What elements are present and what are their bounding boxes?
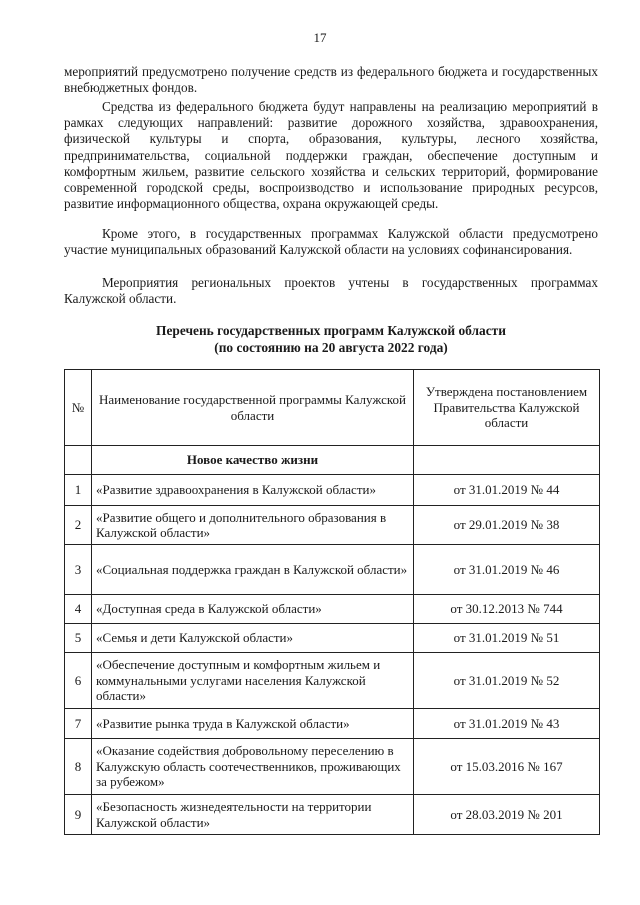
paragraph-2: Средства из федерального бюджета будут направлены на реализацию мероприятий в рамках следующих направлений: развитие дорожного хозяйства, здравоохранения, физической культуры и спорта, образования, культуры, лесного хозяйства, предпринимательства, социальной поддержки граждан, обеспечение доступным и комфортным жильем, развитие сельского хозяйства и сельских территорий, формирование современной городской среды, воспроизводство и использование природных ресурсов, развитие информационного общества, охрана окружающей среды. — [64, 99, 598, 212]
row-num: 4 — [65, 595, 92, 624]
row-program: «Семья и дети Калужской области» — [92, 624, 414, 653]
paragraph-4: Мероприятия региональных проектов учтены в государственных программах Калужской области. — [64, 275, 598, 307]
row-decree: от 29.01.2019 № 38 — [414, 506, 600, 545]
table-row — [65, 709, 600, 739]
table-row — [65, 739, 600, 795]
table-row — [65, 795, 600, 835]
row-num: 8 — [65, 739, 92, 795]
table-row — [65, 545, 600, 595]
table-row — [65, 624, 600, 653]
row-num: 2 — [65, 506, 92, 545]
row-program: «Безопасность жизнедеятельности на территории Калужской области» — [92, 795, 414, 835]
group-title: Новое качество жизни — [92, 446, 414, 475]
row-decree: от 15.03.2016 № 167 — [414, 739, 600, 795]
paragraph-1: мероприятий предусмотрено получение средств из федерального бюджета и государственных внебюджетных фондов. — [64, 64, 598, 96]
table-row — [65, 475, 600, 506]
row-decree: от 31.01.2019 № 51 — [414, 624, 600, 653]
row-num: 5 — [65, 624, 92, 653]
header-decree: Утверждена постановлением Правительства Калужской области — [414, 370, 600, 446]
row-decree: от 31.01.2019 № 46 — [414, 545, 600, 595]
table-group-row — [65, 446, 600, 475]
row-program: «Оказание содействия добровольному переселению в Калужскую область соотечественников, проживающих за рубежом» — [92, 739, 414, 795]
table-header-row — [65, 370, 600, 446]
row-program: «Развитие общего и дополнительного образования в Калужской области» — [92, 506, 414, 545]
row-num: 7 — [65, 709, 92, 739]
table-row — [65, 653, 600, 709]
table-row — [65, 506, 600, 545]
paragraph-3: Кроме этого, в государственных программах Калужской области предусмотрено участие муниципальных образований Калужской области на условиях софинансирования. — [64, 226, 598, 258]
table-row — [65, 595, 600, 624]
row-num: 6 — [65, 653, 92, 709]
programs-table — [64, 369, 600, 835]
page-number: 17 — [313, 30, 327, 45]
row-decree: от 31.01.2019 № 43 — [414, 709, 600, 739]
row-program: «Развитие здравоохранения в Калужской области» — [92, 475, 414, 506]
row-num: 3 — [65, 545, 92, 595]
header-name: Наименование государственной программы Калужской области — [92, 370, 414, 446]
table-title: Перечень государственных программ Калужской области — [156, 323, 506, 338]
row-program: «Доступная среда в Калужской области» — [92, 595, 414, 624]
row-program: «Развитие рынка труда в Калужской области» — [92, 709, 414, 739]
row-program: «Обеспечение доступным и комфортным жильем и коммунальными услугами населения Калужской области» — [92, 653, 414, 709]
row-num: 9 — [65, 795, 92, 835]
header-num: № — [65, 370, 92, 446]
row-decree: от 31.01.2019 № 44 — [414, 475, 600, 506]
row-decree: от 28.03.2019 № 201 — [414, 795, 600, 835]
row-num: 1 — [65, 475, 92, 506]
row-program: «Социальная поддержка граждан в Калужской области» — [92, 545, 414, 595]
table-subtitle: (по состоянию на 20 августа 2022 года) — [214, 340, 448, 355]
row-decree: от 31.01.2019 № 52 — [414, 653, 600, 709]
row-decree: от 30.12.2013 № 744 — [414, 595, 600, 624]
